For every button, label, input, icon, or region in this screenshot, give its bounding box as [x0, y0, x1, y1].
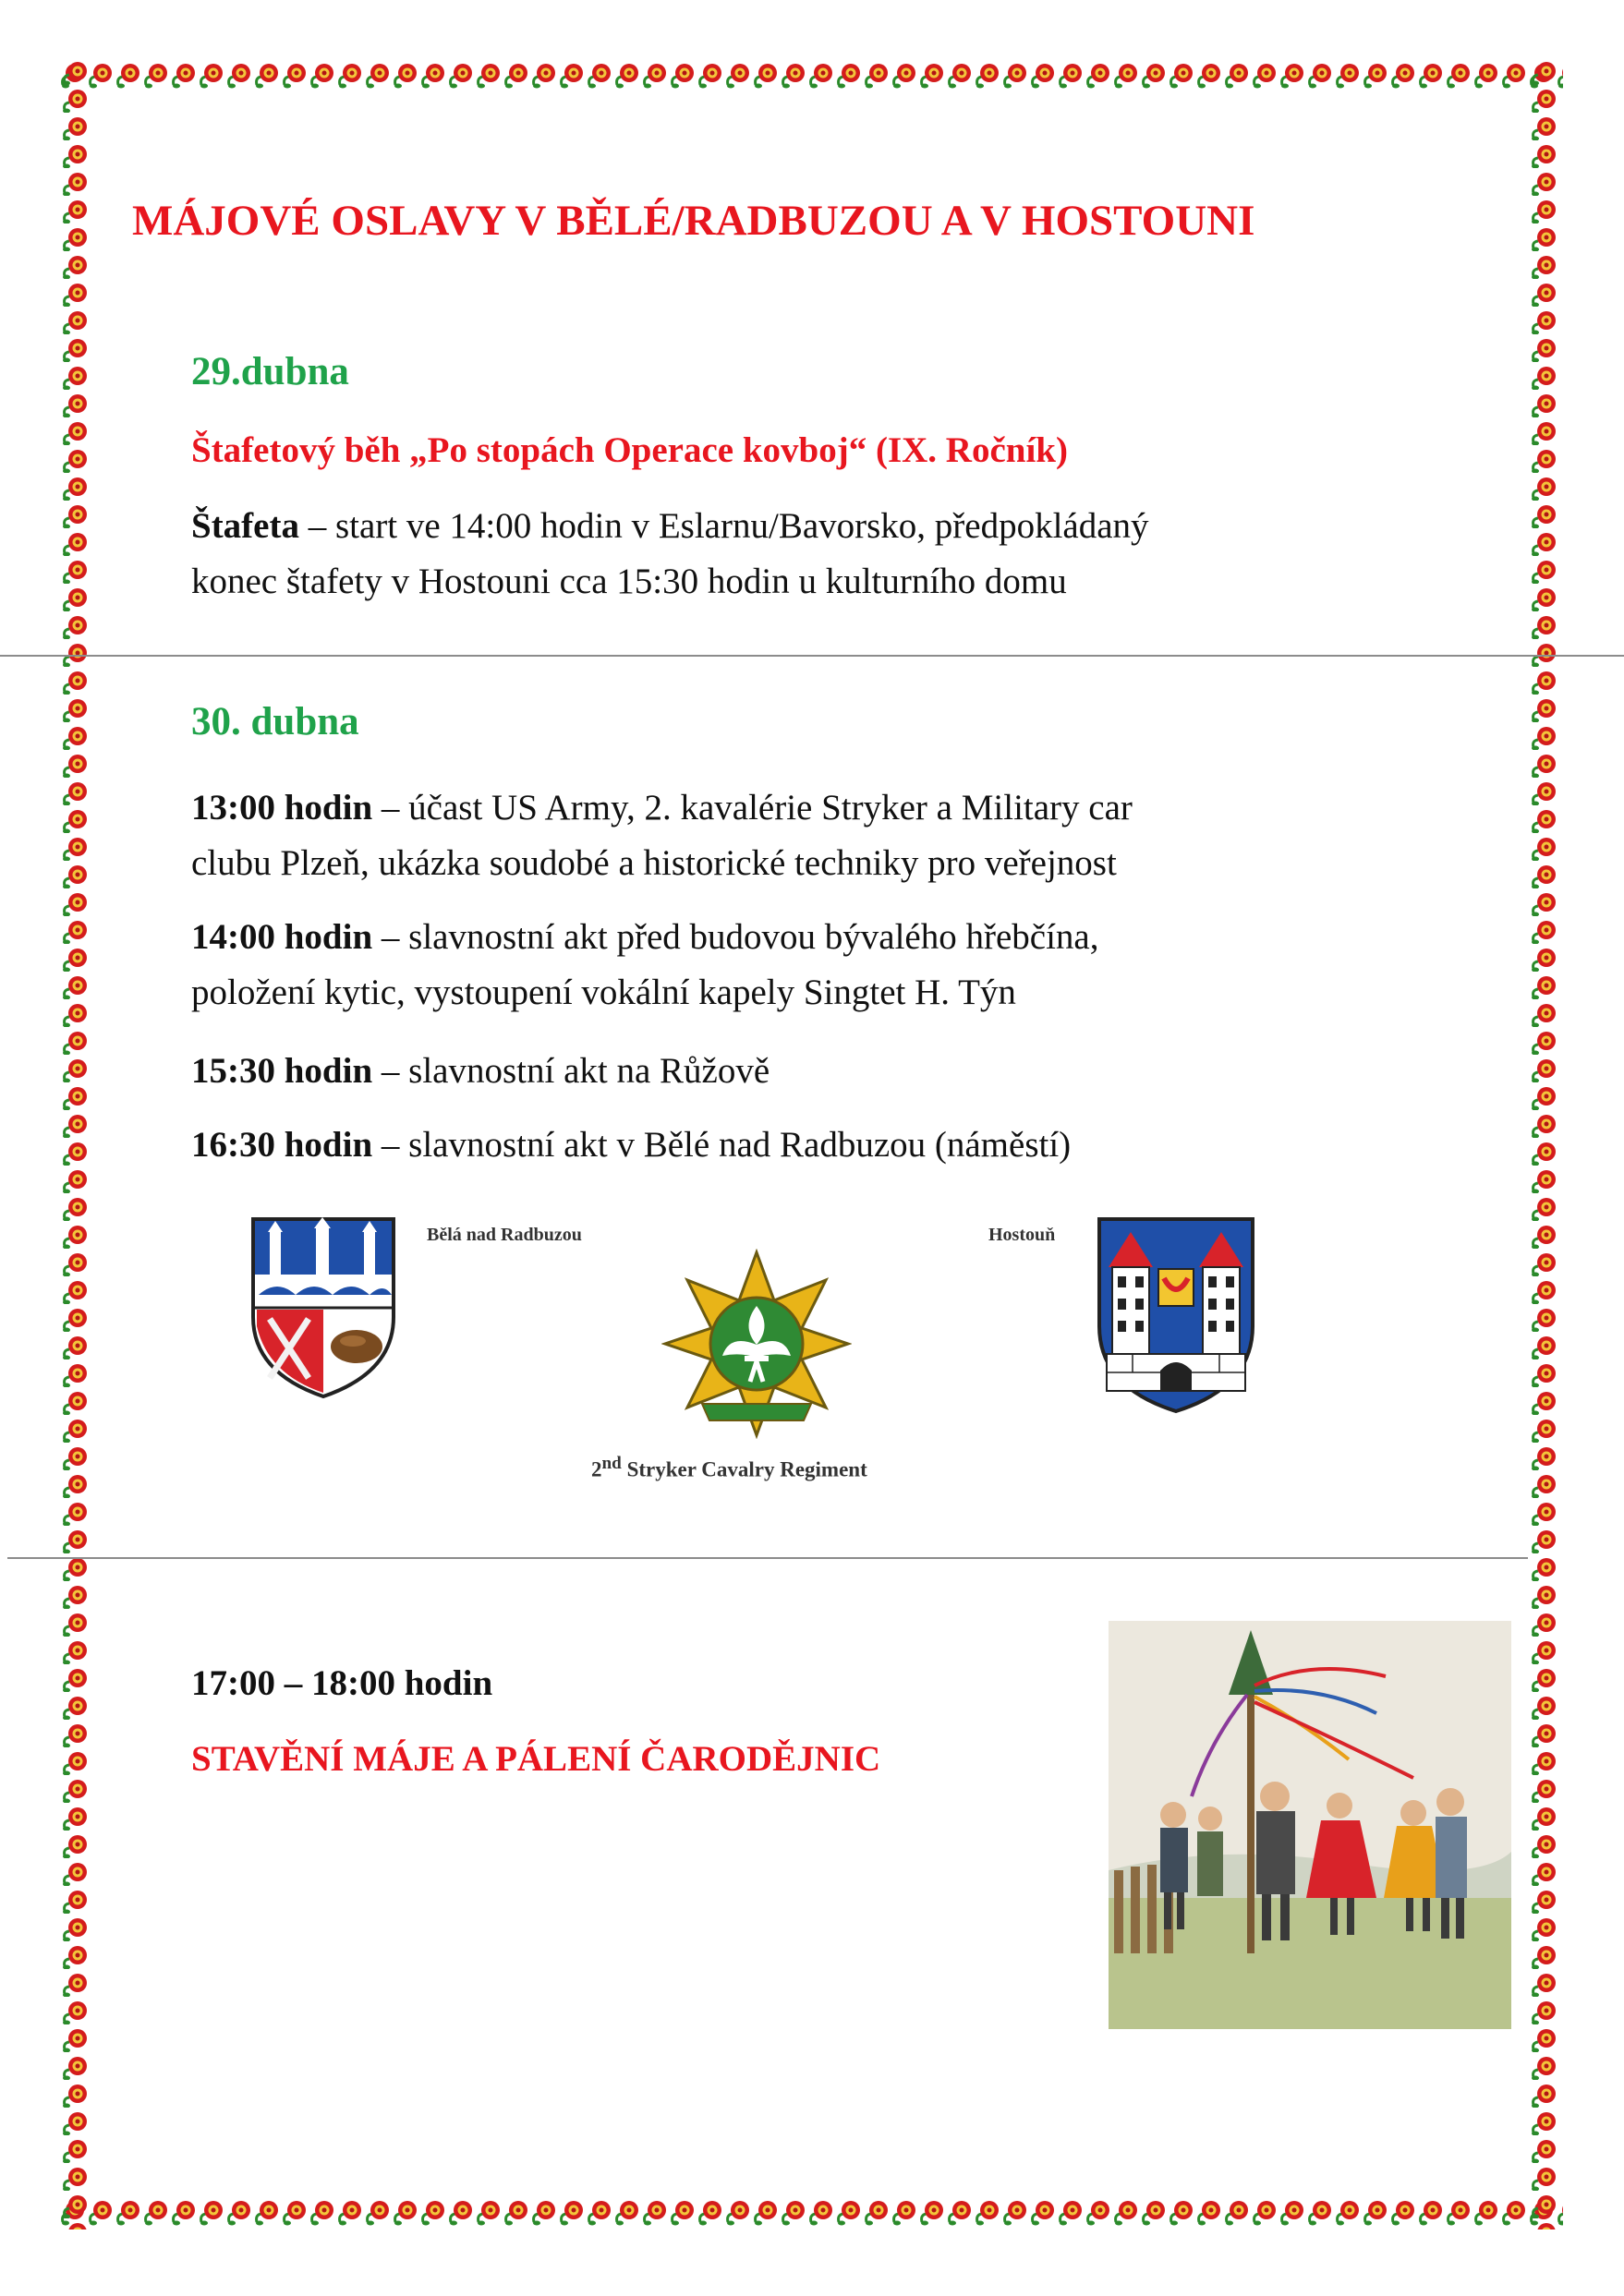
- regiment-label-post: Stryker Cavalry Regiment: [621, 1457, 867, 1481]
- floral-border-top: [59, 57, 1563, 92]
- date-heading-30: 30. dubna: [191, 700, 359, 743]
- hostoun-coat-of-arms-icon: [1096, 1215, 1256, 1415]
- event-time: 13:00 hodin: [191, 788, 373, 828]
- event-text-line-1: – slavnostní akt před budovou bývalého hřebčína,: [372, 917, 1099, 957]
- 2nd-cavalry-regiment-insignia-icon: [661, 1249, 852, 1439]
- maypole-dance-illustration: [1109, 1621, 1511, 2029]
- relay-title: Štafetový běh „Po stopách Operace kovboj“ (IX. Ročník): [191, 430, 1068, 470]
- bela-nad-radbuzou-coat-of-arms-icon: [249, 1215, 397, 1400]
- event-text-line-1: – slavnostní akt na Růžově: [372, 1051, 770, 1091]
- bela-label: Bělá nad Radbuzou: [427, 1225, 582, 1245]
- relay-label: Štafeta: [191, 506, 299, 546]
- maypole-time: 17:00 – 18:00 hodin: [191, 1663, 493, 1703]
- event-text-line-1: – slavnostní akt v Bělé nad Radbuzou (náměstí): [372, 1125, 1072, 1165]
- regiment-label-sup: nd: [601, 1454, 622, 1473]
- relay-description: [191, 499, 1149, 610]
- relay-text-line-1: – start ve 14:00 hodin v Eslarnu/Bavorsko, předpokládaný: [298, 506, 1149, 546]
- event-text-line-1: – účast US Army, 2. kavalérie Stryker a Military car: [372, 788, 1133, 828]
- relay-text-line-2: konec štafety v Hostouni cca 15:30 hodin u kulturního domu: [191, 562, 1067, 601]
- event-time: 16:30 hodin: [191, 1125, 373, 1165]
- event-text-line-2: položení kytic, vystoupení vokální kapely Singtet H. Týn: [191, 973, 1016, 1012]
- event-item: [191, 910, 1098, 1021]
- floral-border-bottom: [59, 2194, 1563, 2230]
- floral-border-right: [1528, 57, 1563, 2230]
- maypole-title: STAVĚNÍ MÁJE A PÁLENÍ ČARODĚJNIC: [191, 1739, 881, 1779]
- page-title: MÁJOVÉ OSLAVY V BĚLÉ/RADBUZOU A V HOSTOUNI: [132, 197, 1255, 245]
- event-item: [191, 1044, 770, 1099]
- regiment-label: [591, 1454, 867, 1482]
- regiment-label-pre: 2: [591, 1457, 602, 1481]
- event-time: 15:30 hodin: [191, 1051, 373, 1091]
- event-text-line-2: clubu Plzeň, ukázka soudobé a historické techniky pro veřejnost: [191, 843, 1117, 883]
- floral-border-left: [59, 57, 94, 2230]
- date-heading-29: 29.dubna: [191, 350, 349, 393]
- event-time: 14:00 hodin: [191, 917, 373, 957]
- section-divider-1: [0, 655, 1624, 657]
- event-item: [191, 780, 1133, 891]
- event-item: [191, 1118, 1071, 1173]
- hostoun-label: Hostouň: [988, 1225, 1056, 1245]
- section-divider-2: [7, 1557, 1528, 1559]
